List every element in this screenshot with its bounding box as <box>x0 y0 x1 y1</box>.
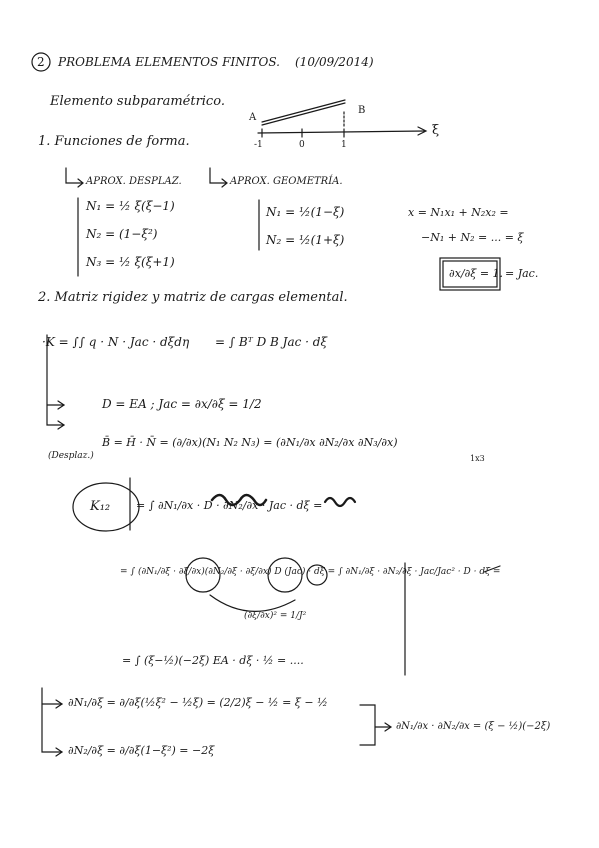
shape-fn-disp-n2: N₂ = (1−ξ²) <box>86 227 158 241</box>
d-and-jac-line: D = EA ; Jac = ∂x/∂ξ = 1/2 <box>102 397 262 411</box>
jacobian-value: ∂x/∂ξ = 1. <box>449 267 504 280</box>
k12-label: K₁₂ <box>90 499 111 514</box>
jacobian-label: = Jac. <box>505 267 539 280</box>
stiffness-equivalent: = ∫ Bᵀ D B Jac · dξ <box>215 335 328 349</box>
derivative-product: ∂N₁/∂x · ∂N₂/∂x = (ξ − ½)(−2ξ) <box>396 721 551 732</box>
b-matrix-note: (Desplaz.) <box>48 451 94 461</box>
branch-displacement: APROX. DESPLAZ. <box>86 176 182 187</box>
k12-line-1: = ∫ ∂N₁/∂x · D · ∂N₂/∂x · Jac · dξ = <box>136 499 323 512</box>
branch-geometry: APROX. GEOMETRÍA. <box>230 176 343 187</box>
shape-fn-geom-n2: N₂ = ½(1+ξ) <box>266 233 345 247</box>
k12-line-3: = ∫ (ξ−½)(−2ξ) EA · dξ · ½ = .... <box>122 654 304 667</box>
subtitle: Elemento subparamétrico. <box>50 94 225 109</box>
scribble-2 <box>325 498 355 506</box>
b-matrix-dim: 1x3 <box>470 454 485 463</box>
element-bar <box>262 100 345 122</box>
shape-fn-disp-n1: N₁ = ½ ξ(ξ−1) <box>86 199 175 213</box>
problem-date: (10/09/2014) <box>295 55 374 69</box>
problem-number: 2 <box>37 55 45 69</box>
dn1-derivative: ∂N₁/∂ξ = ∂/∂ξ(½ξ² − ½ξ) = (2/2)ξ − ½ = ξ − ½ <box>68 696 328 709</box>
k12-chain-note: (∂ξ/∂x)² = 1/J² <box>244 611 307 621</box>
node-b-label: B <box>358 105 366 116</box>
tick-one: 1 <box>341 140 347 150</box>
xi-axis-label: ξ <box>432 123 440 138</box>
tick-minus-one: -1 <box>254 140 263 150</box>
section1-heading: 1. Funciones de forma. <box>38 134 190 149</box>
shape-fn-geom-n1: N₁ = ½(1−ξ) <box>266 205 345 219</box>
shape-fn-disp-n3: N₃ = ½ ξ(ξ+1) <box>86 255 175 269</box>
node-a-label: A <box>249 112 257 123</box>
mapping-line-2: −N₁ + N₂ = ... = ξ <box>421 231 524 244</box>
tick-zero: 0 <box>299 140 305 150</box>
b-matrix-line: B̄ = H̄ · N̄ = (∂/∂x)(N₁ N₂ N₃) = (∂N₁/∂x ∂N₂/∂x ∂N₃/∂x) <box>102 436 398 449</box>
stiffness-definition: ·K = ∫∫ q · N · Jac · dξdη <box>42 335 190 349</box>
mapping-line-1: x = N₁x₁ + N₂x₂ = <box>408 206 509 219</box>
k12-line-2: = ∫ (∂N₁/∂ξ · ∂ξ/∂x)(∂N₂/∂ξ · ∂ξ/∂x) D (Jac) · dξ = ∫ ∂N₁/∂ξ · ∂N₂/∂ξ · Jac/Jac² · D · dξ = <box>120 567 501 577</box>
problem-title: PROBLEMA ELEMENTOS FINITOS. <box>58 55 280 69</box>
dn2-derivative: ∂N₂/∂ξ = ∂/∂ξ(1−ξ²) = −2ξ <box>68 744 215 757</box>
xi-axis <box>258 131 425 133</box>
section2-heading: 2. Matriz rigidez y matriz de cargas elemental. <box>38 290 348 305</box>
